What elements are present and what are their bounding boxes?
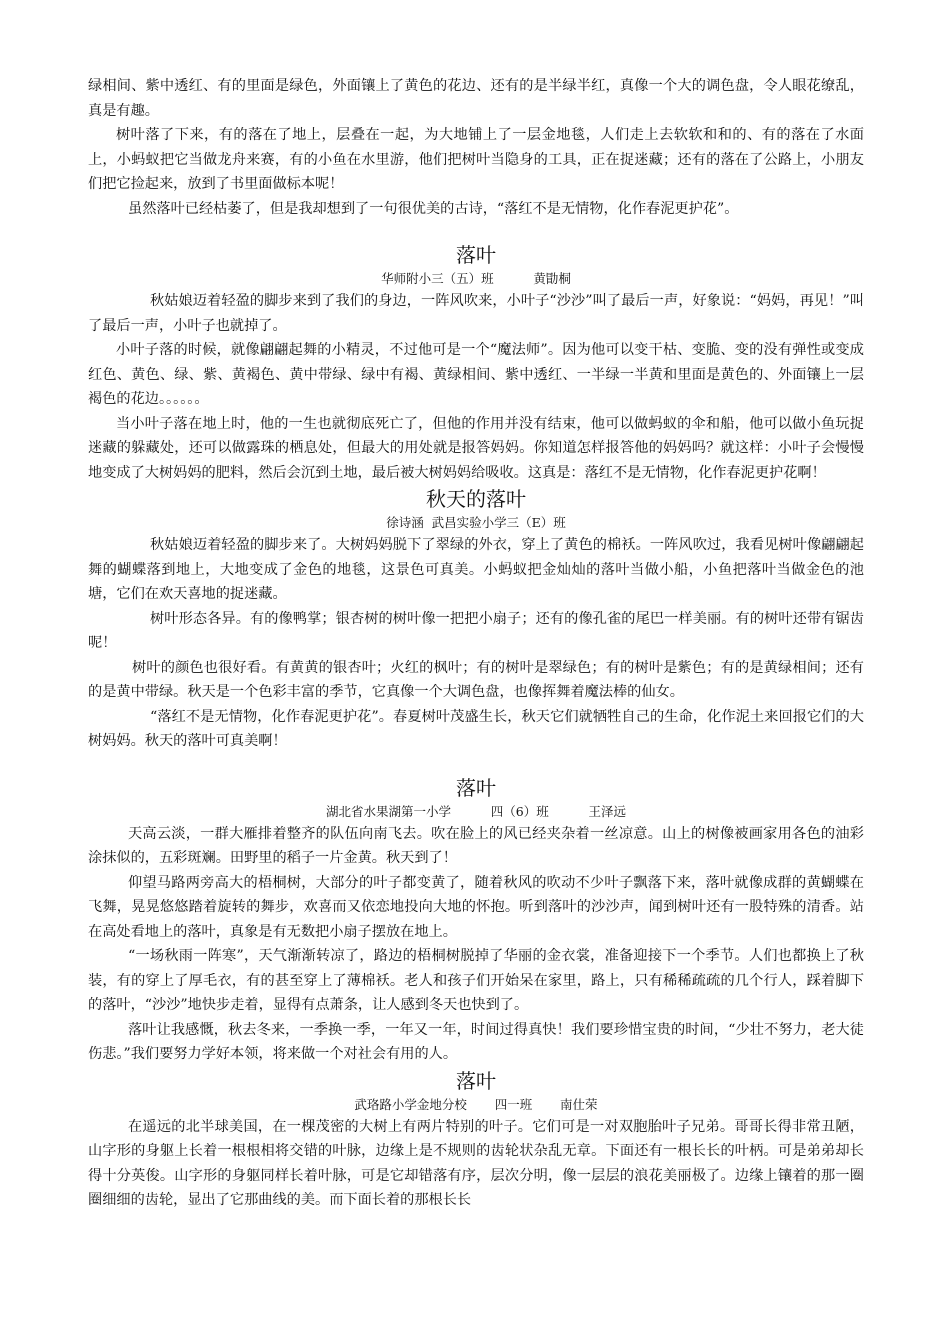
essay-3-title: 落叶 [456, 775, 496, 800]
essay-2-byline: 徐诗涵 武昌实验小学三（E）班 [386, 515, 566, 530]
essay-1-paragraph: 秋姑娘迈着轻盈的脚步来到了我们的身边，一阵风吹来，小叶子“沙沙”叫了最后一声，好象说：“妈妈，再见！”叫了最后一声，小叶子也就掉了。 [88, 293, 864, 334]
essay-4-title: 落叶 [456, 1068, 496, 1093]
essay-4-byline: 武珞路小学金地分校 四一班 南仕荣 [354, 1096, 598, 1112]
essay-2-paragraph: 树叶的颜色也很好看。有黄黄的银杏叶；火红的枫叶；有的树叶是翠绿色；有的树叶是紫色；有的是黄绿相间；还有的是黄中带绿。秋天是一个色彩丰富的季节，它真像一个大调色盘，也像挥舞着魔法棒的仙女。 [88, 659, 864, 700]
essay-1-title: 落叶 [456, 243, 496, 267]
essay-3-byline: 湖北省水果湖第一小学 四（6）班 王泽远 [326, 803, 626, 819]
essay-3-paragraph: 天高云淡，一群大雁排着整齐的队伍向南飞去。吹在脸上的风已经夹杂着一丝凉意。山上的树像被画家用各色的油彩涂抹似的，五彩斑斓。田野里的稻子一片金黄。秋天到了！ [88, 825, 864, 866]
essay-2 [88, 485, 864, 754]
essay-4 [88, 1067, 864, 1213]
intro-paragraph-2: 树叶落了下来，有的落在了地上，层叠在一起，为大地铺上了一层金地毯，人们走上去软软和和的、有的落在了水面上，小蚂蚁把它当做龙舟来赛，有的小鱼在水里游，他们把树叶当隐身的工具，正在捉迷藏；还有的落在了公路上，小朋友们把它捡起来，放到了书里面做标本呢！ [88, 127, 864, 192]
intro-paragraph-1: 绿相间、紫中透红、有的里面是绿色，外面镶上了黄色的花边、还有的是半绿半红，真像一个大的调色盘，令人眼花缭乱，真是有趣。 [88, 78, 864, 119]
essay-1-byline: 华师附小三（五）班 黄勖桐 [381, 271, 571, 286]
essay-3-paragraph: 落叶让我感慨，秋去冬来，一季换一季，一年又一年，时间过得真快！我们要珍惜宝贵的时间，“少壮不努力，老大徒伤悲。”我们要努力学好本领，将来做一个对社会有用的人。 [88, 1021, 864, 1062]
intro-section [88, 74, 864, 221]
essay-3-paragraph: “一场秋雨一阵寒”，天气渐渐转凉了，路边的梧桐树脱掉了华丽的金衣裳，准备迎接下一个季节。人们也都换上了秋装，有的穿上了厚毛衣，有的甚至穿上了薄棉袄。老人和孩子们开始呆在家里，路上，只有稀稀疏疏的几个行人，踩着脚下的落叶，“沙沙”地快步走着，显得有点萧条，让人感到冬天也快到了。 [88, 948, 864, 1013]
essay-2-paragraph: “落红不是无情物，化作春泥更护花”。春夏树叶茂盛生长，秋天它们就牺牲自己的生命，化作泥土来回报它们的大树妈妈。秋天的落叶可真美啊！ [88, 708, 864, 749]
essay-1-paragraph: 小叶子落的时候，就像翩翩起舞的小精灵，不过他可是一个“魔法师”。因为他可以变干枯、变脆、变的没有弹性或变成红色、黄色、绿、紫、黄褐色、黄中带绿、绿中有褐、黄绿相间、紫中透红、一半绿一半黄和里面是黄色的、外面镶上一层褐色的花边。。。。。。 [88, 342, 864, 407]
essay-2-title: 秋天的落叶 [426, 487, 526, 511]
intro-paragraph-3: 虽然落叶已经枯萎了，但是我却想到了一句很优美的古诗，“落红不是无情物，化作春泥更护花”。 [128, 200, 739, 217]
essay-2-paragraph: 秋姑娘迈着轻盈的脚步来了。大树妈妈脱下了翠绿的外衣，穿上了黄色的棉袄。一阵风吹过，我看见树叶像翩翩起舞的蝴蝶落到地上，大地变成了金色的地毯，这景色可真美。小蚂蚁把金灿灿的落叶当做小船，小鱼把落叶当做金色的池塘，它们在欢天喜地的捉迷藏。 [88, 537, 864, 602]
essay-2-paragraph: 树叶形态各异。有的像鸭掌；银杏树的树叶像一把把小扇子；还有的像孔雀的尾巴一样美丽。有的树叶还带有锯齿呢！ [88, 610, 864, 651]
essay-4-paragraph: 在遥远的北半球美国，在一棵茂密的大树上有两片特别的叶子。它们可是一对双胞胎叶子兄弟。哥哥长得非常丑陋，山字形的身躯上长着一根根相将交错的叶脉，边缘上是不规则的齿轮状杂乱无章。下面还有一根长长的叶柄。可是弟弟却长得十分英俊。山字形的身躯同样长着叶脉，可是它却错落有序，层次分明，像一层层的浪花美丽极了。边缘上镶着的那一圈圈细细的齿轮，显出了它那曲线的美。而下面长着的那根长长 [88, 1118, 864, 1208]
essay-3 [88, 774, 864, 1067]
essay-3-paragraph: 仰望马路两旁高大的梧桐树，大部分的叶子都变黄了，随着秋风的吹动不少叶子飘落下来，落叶就像成群的黄蝴蝶在飞舞，晃晃悠悠踏着旋转的舞步，欢喜而又依恋地投向大地的怀抱。听到落叶的沙沙声，闻到树叶还有一股特殊的清香。站在高处看地上的落叶，真象是有无数把小扇子摆放在地上。 [88, 874, 864, 940]
essay-1 [88, 241, 864, 485]
essay-1-paragraph: 当小叶子落在地上时，他的一生也就彻底死亡了，但他的作用并没有结束，他可以做蚂蚁的伞和船，他可以做小鱼玩捉迷藏的躲藏处，还可以做露珠的栖息处，但最大的用处就是报答妈妈。你知道怎样报答他的妈妈吗？就这样：小叶子会慢慢地变成了大树妈妈的肥料，然后会沉到土地，最后被大树妈妈给吸收。这真是：落红不是无情物，化作春泥更护花啊！ [88, 415, 864, 481]
